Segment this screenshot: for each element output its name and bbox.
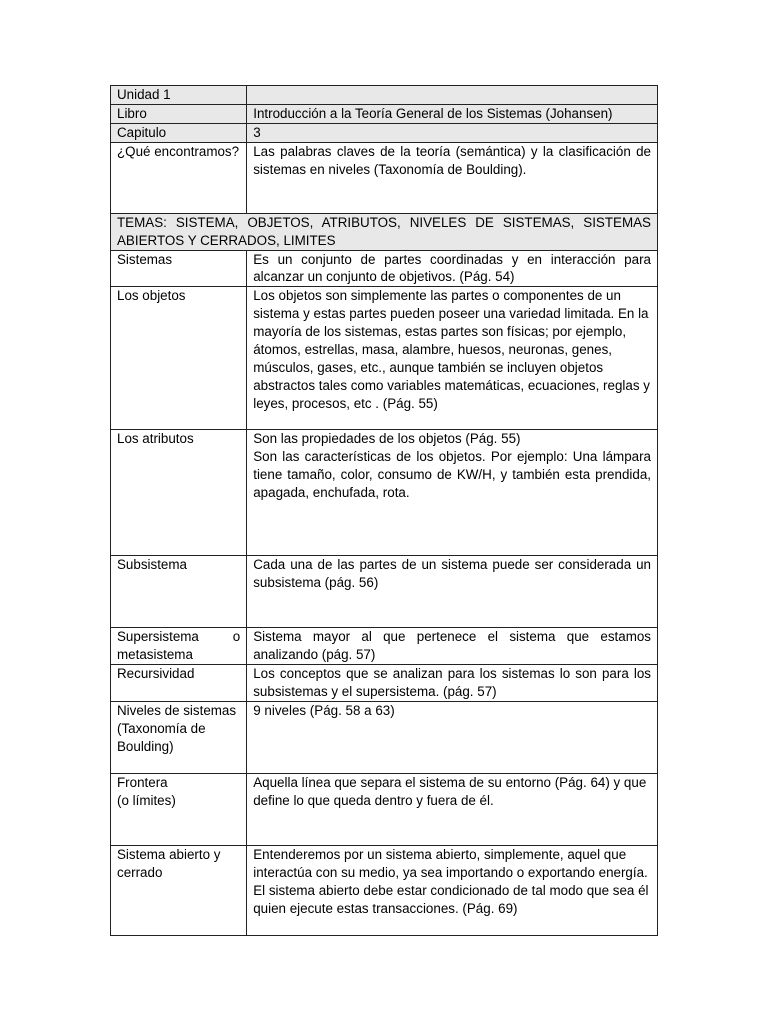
table-row-niveles bbox=[111, 701, 658, 773]
table-row-frontera bbox=[111, 773, 658, 845]
objetos-label: Los objetos bbox=[111, 287, 247, 430]
objetos-value: Los objetos son simplemente las partes o componentes de un sistema y estas partes pueden poseer una variedad limitada. En la mayoría de los sistemas, estas partes son físicas; por ejemplo, átomos, estrellas, masa, alambre, huesos, neuronas, genes, músculos, gases, etc., aunque también se incluyen objetos abstractos tales como variables matemáticas, ecuaciones, reglas y leyes, procesos, etc . (Pág. 55) bbox=[247, 287, 658, 430]
supersistema-value: Sistema mayor al que pertenece el sistema que estamos analizando (pág. 57) bbox=[247, 628, 658, 665]
sistemas-label: Sistemas bbox=[111, 250, 247, 287]
table-row-temas bbox=[111, 213, 658, 250]
sistemas-value: Es un conjunto de partes coordinadas y en interacción para alcanzar un conjunto de objetivos. (Pág. 54) bbox=[247, 250, 658, 287]
atributos-label: Los atributos bbox=[111, 430, 247, 556]
libro-label: Libro bbox=[111, 104, 247, 123]
table-row-sistemas bbox=[111, 250, 658, 287]
table-row-recursividad bbox=[111, 665, 658, 702]
que-encontramos-value: Las palabras claves de la teoría (semántica) y la clasificación de sistemas en niveles (Taxonomía de Boulding). bbox=[247, 142, 658, 213]
subsistema-value: Cada una de las partes de un sistema puede ser considerada un subsistema (pág. 56) bbox=[247, 556, 658, 628]
table-row-que-encontramos bbox=[111, 142, 658, 213]
table-row-capitulo bbox=[111, 123, 658, 142]
frontera-label-line-1: Frontera bbox=[117, 774, 168, 790]
table-row-libro bbox=[111, 104, 658, 123]
table-row-supersistema bbox=[111, 628, 658, 665]
niveles-value: 9 niveles (Pág. 58 a 63) bbox=[247, 701, 658, 773]
table-row-unidad bbox=[111, 86, 658, 105]
atributos-value bbox=[247, 430, 658, 556]
frontera-label bbox=[111, 773, 247, 845]
table-row-objetos bbox=[111, 287, 658, 430]
que-encontramos-label: ¿Qué encontramos? bbox=[111, 142, 247, 213]
niveles-label: Niveles de sistemas (Taxonomía de Boulding) bbox=[111, 701, 247, 773]
table-row-sistema-abierto bbox=[111, 845, 658, 935]
supersistema-label: Supersistema o metasistema bbox=[111, 628, 247, 665]
atributos-text-1: Son las propiedades de los objetos (Pág. 55) bbox=[253, 431, 521, 447]
unidad-label: Unidad 1 bbox=[111, 86, 247, 105]
atributos-text-2: Son las características de los objetos. Por ejemplo: Una lámpara tiene tamaño, color, consumo de KW/H, y también esta prendida, apagada, enchufada, rota. bbox=[253, 449, 651, 501]
sistema-abierto-value: Entenderemos por un sistema abierto, simplemente, aquel que interactúa con su medio, ya sea importando o exportando energía. El sistema abierto debe estar condicionado de tal modo que sea él quien ejecute estas transacciones. (Pág. 69) bbox=[247, 845, 658, 935]
recursividad-label: Recursividad bbox=[111, 665, 247, 702]
libro-value: Introducción a la Teoría General de los Sistemas (Johansen) bbox=[247, 104, 658, 123]
subsistema-label: Subsistema bbox=[111, 556, 247, 628]
frontera-label-line-2: (o límites) bbox=[117, 792, 176, 808]
table-row-subsistema bbox=[111, 556, 658, 628]
sistema-abierto-label: Sistema abierto y cerrado bbox=[111, 845, 247, 935]
summary-table bbox=[110, 85, 658, 936]
temas-heading: TEMAS: SISTEMA, OBJETOS, ATRIBUTOS, NIVELES DE SISTEMAS, SISTEMAS ABIERTOS Y CERRADOS, LIMITES bbox=[111, 213, 658, 250]
recursividad-value: Los conceptos que se analizan para los sistemas lo son para los subsistemas y el supersistema. (pág. 57) bbox=[247, 665, 658, 702]
capitulo-value: 3 bbox=[247, 123, 658, 142]
capitulo-label: Capitulo bbox=[111, 123, 247, 142]
frontera-value: Aquella línea que separa el sistema de su entorno (Pág. 64) y que define lo que queda dentro y fuera de él. bbox=[247, 773, 658, 845]
unidad-value bbox=[247, 86, 658, 105]
table-row-atributos bbox=[111, 430, 658, 556]
